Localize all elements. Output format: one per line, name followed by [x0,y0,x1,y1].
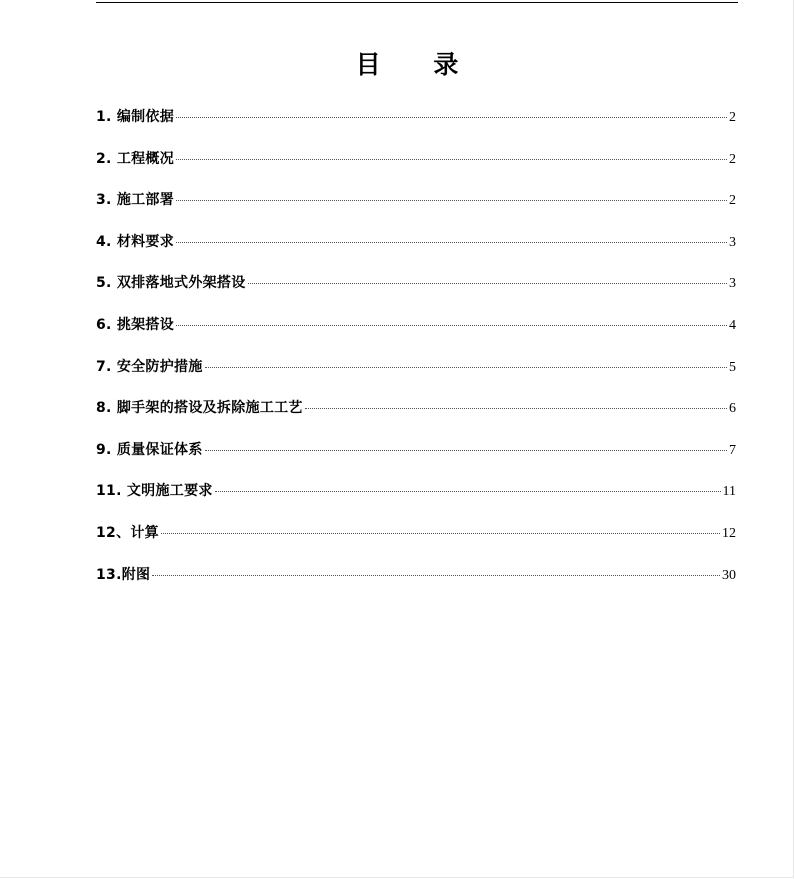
toc-entry-page: 6 [729,401,736,417]
toc-dot-leader [215,491,721,492]
toc-entry-11[interactable] [96,477,736,519]
toc-entry-page: 4 [729,317,736,333]
toc-dot-leader [161,533,720,534]
toc-entry-7[interactable] [96,353,736,395]
toc-entry-1[interactable] [96,103,736,145]
toc-entry-label: 8. 脚手架的搭设及拆除施工工艺 [96,400,303,417]
toc-entry-label: 9. 质量保证体系 [96,441,203,458]
header-rule [96,2,738,3]
toc-entry-label: 3. 施工部署 [96,192,175,209]
toc-entry-2[interactable] [96,145,736,187]
toc-entry-9[interactable] [96,436,736,478]
toc-dot-leader [176,117,727,118]
toc-dot-leader [176,242,727,243]
toc-entry-label: 13.附图 [96,566,151,583]
toc-entry-label: 2. 工程概况 [96,150,175,167]
toc-entry-5[interactable] [96,269,736,311]
toc-entry-label: 5. 双排落地式外架搭设 [96,275,246,292]
toc-entry-label: 11. 文明施工要求 [96,483,213,500]
toc-entry-page: 11 [722,484,736,500]
toc-entry-page: 3 [729,234,736,250]
toc-dot-leader [205,450,727,451]
toc-dot-leader [305,408,727,409]
toc-title: 目 录 [355,50,481,79]
toc-dot-leader [205,367,727,368]
toc-entry-12[interactable] [96,519,736,561]
toc-entry-label: 7. 安全防护措施 [96,358,203,375]
toc-dot-leader [176,159,727,160]
toc-entry-6[interactable] [96,311,736,353]
toc-entry-page: 2 [729,110,736,125]
toc-entry-3[interactable] [96,186,736,228]
toc-entry-label: 4. 材料要求 [96,233,175,250]
toc-entry-4[interactable] [96,228,736,270]
toc-dot-leader [176,200,727,201]
toc-entry-page: 12 [722,525,736,541]
toc-entry-label: 12、计算 [96,524,159,541]
toc-entry-13[interactable] [96,561,736,603]
toc-dot-leader [248,283,727,284]
toc-entry-page: 30 [722,567,736,583]
toc-entry-page: 3 [729,276,736,292]
toc-entry-label: 1. 编制依据 [96,109,175,125]
toc-entry-8[interactable] [96,394,736,436]
toc-entry-page: 5 [729,359,736,375]
toc-entry-page: 2 [729,151,736,167]
toc-dot-leader [152,575,720,576]
toc-entry-page: 7 [729,442,736,458]
toc-entry-label: 6. 挑架搭设 [96,316,175,333]
toc-dot-leader [176,325,727,326]
toc-list [96,103,736,602]
toc-entry-page: 2 [729,193,736,209]
